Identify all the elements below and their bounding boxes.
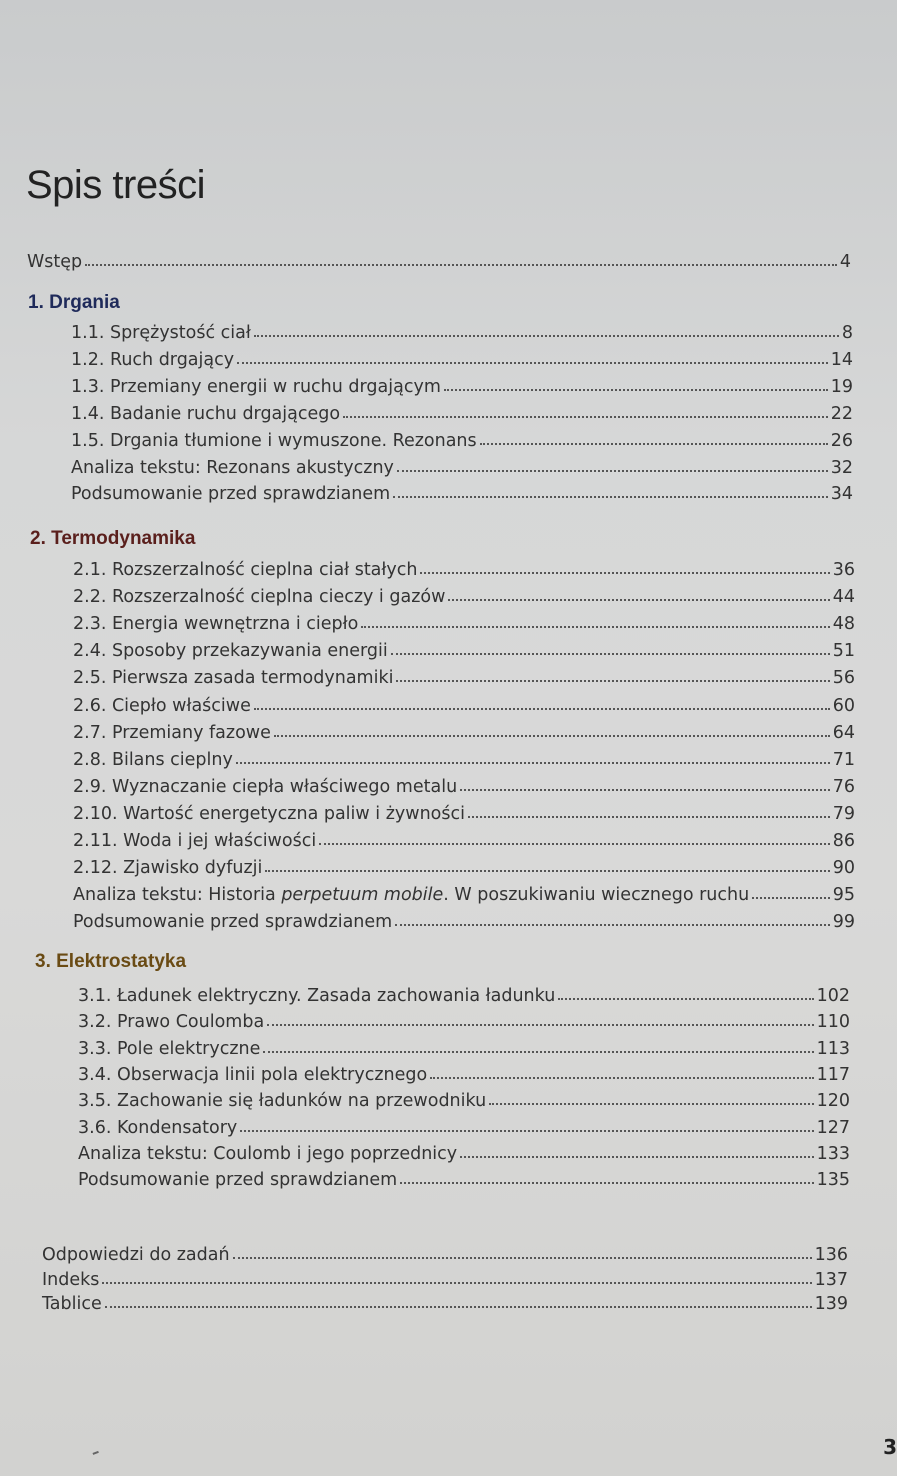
dot-leader — [254, 334, 839, 337]
toc-entry-page: 22 — [830, 403, 853, 424]
toc-entry-page: 56 — [832, 668, 855, 689]
toc-entry-label: 3.6. Kondensatory — [78, 1117, 238, 1138]
toc-entry-label: 2.6. Ciepło właściwe — [73, 695, 251, 716]
toc-entry-page: 34 — [830, 484, 853, 505]
toc-entry-label: 2.12. Zjawisko dyfuzji — [73, 858, 263, 879]
toc-entry-label: 2.9. Wyznaczanie ciepła właściwego metalu — [73, 776, 458, 797]
dot-leader — [240, 1129, 813, 1132]
toc-entry-page: 79 — [832, 803, 855, 824]
toc-entry[interactable] — [78, 1039, 850, 1059]
toc-entry[interactable] — [71, 431, 853, 451]
dot-leader — [236, 761, 830, 764]
toc-entry-label: 3.4. Obserwacja linii pola elektrycznego — [78, 1064, 428, 1085]
toc-entry-page: 51 — [832, 641, 855, 662]
toc-entry-page: 76 — [832, 776, 855, 797]
toc-entry[interactable] — [71, 323, 853, 343]
toc-entry[interactable] — [73, 641, 855, 661]
dot-leader — [391, 652, 830, 655]
toc-entry-page: 64 — [832, 722, 855, 743]
dot-leader — [105, 1305, 812, 1308]
toc-entry-label: Podsumowanie przed sprawdzianem — [73, 912, 393, 933]
toc-entry[interactable] — [71, 377, 853, 397]
section-heading-1: 1. Drgania — [28, 292, 120, 313]
toc-entry-label: Analiza tekstu: Rezonans akustyczny — [71, 457, 394, 478]
dot-leader — [319, 842, 830, 845]
toc-entry[interactable] — [71, 484, 853, 504]
toc-entry[interactable] — [78, 1144, 850, 1164]
toc-entry-label: 2.8. Bilans cieplny — [73, 749, 233, 770]
toc-entry-label: 1.1. Sprężystość ciał — [71, 323, 251, 343]
toc-entry-label: 2.11. Woda i jej właściwości — [73, 831, 317, 851]
toc-entry-page: 139 — [814, 1294, 848, 1314]
toc-entry-label: 3.2. Prawo Coulomba — [78, 1012, 265, 1033]
toc-entry-label: 2.10. Wartość energetyczna paliw i żywności — [73, 803, 465, 824]
dot-leader — [420, 571, 829, 574]
toc-entry-page: 8 — [841, 323, 853, 343]
toc-entry-page: 117 — [816, 1064, 850, 1085]
dot-leader — [102, 1281, 811, 1284]
dot-leader — [460, 788, 830, 791]
dot-leader — [265, 869, 829, 872]
toc-entry[interactable] — [73, 696, 855, 716]
dot-leader — [468, 815, 830, 818]
toc-entry-label: 2.3. Energia wewnętrzna i ciepło — [73, 614, 359, 635]
toc-entry-label: Odpowiedzi do zadań — [42, 1245, 230, 1265]
toc-entry[interactable] — [73, 777, 855, 797]
section-heading-3: 3. Elektrostatyka — [35, 951, 187, 972]
dot-leader — [396, 679, 829, 682]
toc-entry[interactable] — [71, 404, 853, 424]
toc-entry[interactable] — [78, 986, 850, 1006]
toc-entry[interactable] — [73, 668, 855, 688]
toc-entry-page: 133 — [816, 1143, 850, 1164]
toc-entry-label: Analiza tekstu: Coulomb i jego poprzednicy — [78, 1143, 458, 1164]
toc-entry[interactable] — [73, 804, 855, 824]
dot-leader — [480, 442, 828, 445]
dot-leader — [448, 598, 829, 601]
toc-entry-page: 120 — [816, 1091, 850, 1112]
toc-entry-label: Analiza tekstu: Historia perpetuum mobile. W poszukiwaniu wiecznego ruchu — [73, 885, 750, 906]
dot-leader — [489, 1102, 813, 1105]
toc-entry-label: Podsumowanie przed sprawdzianem — [71, 484, 391, 505]
toc-entry[interactable] — [73, 723, 855, 743]
toc-entry-label: Podsumowanie przed sprawdzianem — [78, 1170, 398, 1191]
toc-entry-page: 36 — [832, 560, 855, 580]
toc-entry-page: 4 — [839, 252, 851, 272]
dot-leader — [343, 415, 828, 418]
toc-entry[interactable] — [71, 458, 853, 478]
toc-entry-page: 127 — [816, 1117, 850, 1138]
toc-entry-label: 1.2. Ruch drgający — [71, 349, 235, 370]
toc-entry-label: 2.1. Rozszerzalność cieplna ciał stałych — [73, 560, 418, 580]
toc-entry[interactable] — [78, 1012, 850, 1032]
toc-entry-label: 3.1. Ładunek elektryczny. Zasada zachowania ładunku — [78, 986, 556, 1006]
dot-leader — [752, 896, 830, 899]
appendix-entry[interactable] — [42, 1294, 848, 1314]
appendix-entry[interactable] — [42, 1270, 848, 1290]
toc-entry-intro[interactable] — [27, 252, 851, 272]
dot-leader — [263, 1050, 813, 1053]
toc-entry-page: 19 — [830, 376, 853, 397]
toc-entry-page: 86 — [832, 831, 855, 851]
toc-entry-page: 71 — [832, 749, 855, 770]
dot-leader — [393, 495, 828, 498]
toc-entry-page: 32 — [830, 457, 853, 478]
toc-entry-page: 14 — [830, 349, 853, 370]
toc-entry-label: Indeks — [42, 1269, 100, 1290]
toc-entry-page: 48 — [832, 614, 855, 635]
section-heading-2: 2. Termodynamika — [30, 528, 196, 549]
dot-leader — [395, 923, 830, 926]
toc-entry[interactable] — [73, 587, 855, 607]
toc-entry[interactable] — [78, 1065, 850, 1085]
toc-entry-page: 110 — [816, 1012, 850, 1033]
toc-entry-label: 1.3. Przemiany energii w ruchu drgającym — [71, 376, 441, 397]
toc-entry-page: 60 — [832, 695, 855, 716]
toc-entry[interactable] — [73, 614, 855, 634]
dot-leader — [460, 1155, 813, 1158]
dot-leader — [85, 263, 837, 266]
toc-entry-label: 2.2. Rozszerzalność cieplna cieczy i gazów — [73, 587, 446, 608]
dot-leader — [430, 1076, 813, 1079]
dot-leader — [361, 625, 829, 628]
page-title: Spis treści — [26, 163, 205, 207]
toc-entry[interactable] — [73, 858, 855, 878]
dot-leader — [558, 997, 813, 1000]
toc-entry-label: Tablice — [42, 1294, 102, 1314]
toc-entry[interactable] — [73, 750, 855, 770]
toc-entry-page: 102 — [816, 986, 850, 1006]
page-number: 3 — [883, 1435, 897, 1459]
toc-entry-label: 1.4. Badanie ruchu drgającego — [71, 403, 341, 424]
toc-entry-page: 136 — [814, 1245, 848, 1265]
dot-leader — [274, 734, 830, 737]
toc-entry[interactable] — [73, 831, 855, 851]
toc-entry[interactable] — [78, 1118, 850, 1138]
toc-entry-label: 1.5. Drgania tłumione i wymuszone. Rezonans — [71, 430, 477, 451]
toc-entry-label: Wstęp — [27, 252, 83, 272]
toc-entry-label: 2.5. Pierwsza zasada termodynamiki — [73, 668, 394, 689]
toc-entry-label: 2.4. Sposoby przekazywania energii — [73, 641, 388, 662]
toc-entry[interactable] — [78, 1170, 850, 1190]
toc-entry[interactable] — [73, 912, 855, 932]
toc-entry[interactable] — [73, 560, 855, 580]
toc-entry[interactable] — [78, 1091, 850, 1111]
toc-entry[interactable] — [71, 350, 853, 370]
toc-entry-page: 44 — [832, 587, 855, 608]
toc-entry-label: 2.7. Przemiany fazowe — [73, 722, 271, 743]
dot-leader — [400, 1181, 813, 1184]
toc-entry-page: 95 — [832, 885, 855, 906]
toc-entry-page: 99 — [832, 912, 855, 933]
dot-leader — [444, 388, 828, 391]
dot-leader — [237, 361, 828, 364]
toc-entry-page: 26 — [830, 430, 853, 451]
dot-leader — [267, 1023, 813, 1026]
dot-leader — [233, 1256, 812, 1259]
toc-entry-label: 3.5. Zachowanie się ładunków na przewodniku — [78, 1091, 487, 1112]
pen-mark — [91, 1447, 99, 1455]
toc-entry-page: 137 — [814, 1269, 848, 1290]
toc-entry-page: 113 — [816, 1038, 850, 1059]
toc-entry-page: 135 — [816, 1170, 850, 1191]
appendix-entry[interactable] — [42, 1245, 848, 1265]
dot-leader — [254, 707, 830, 710]
dot-leader — [397, 469, 828, 472]
toc-entry-label: 3.3. Pole elektryczne — [78, 1038, 261, 1059]
toc-entry-page: 90 — [832, 858, 855, 879]
toc-entry[interactable] — [73, 885, 855, 905]
